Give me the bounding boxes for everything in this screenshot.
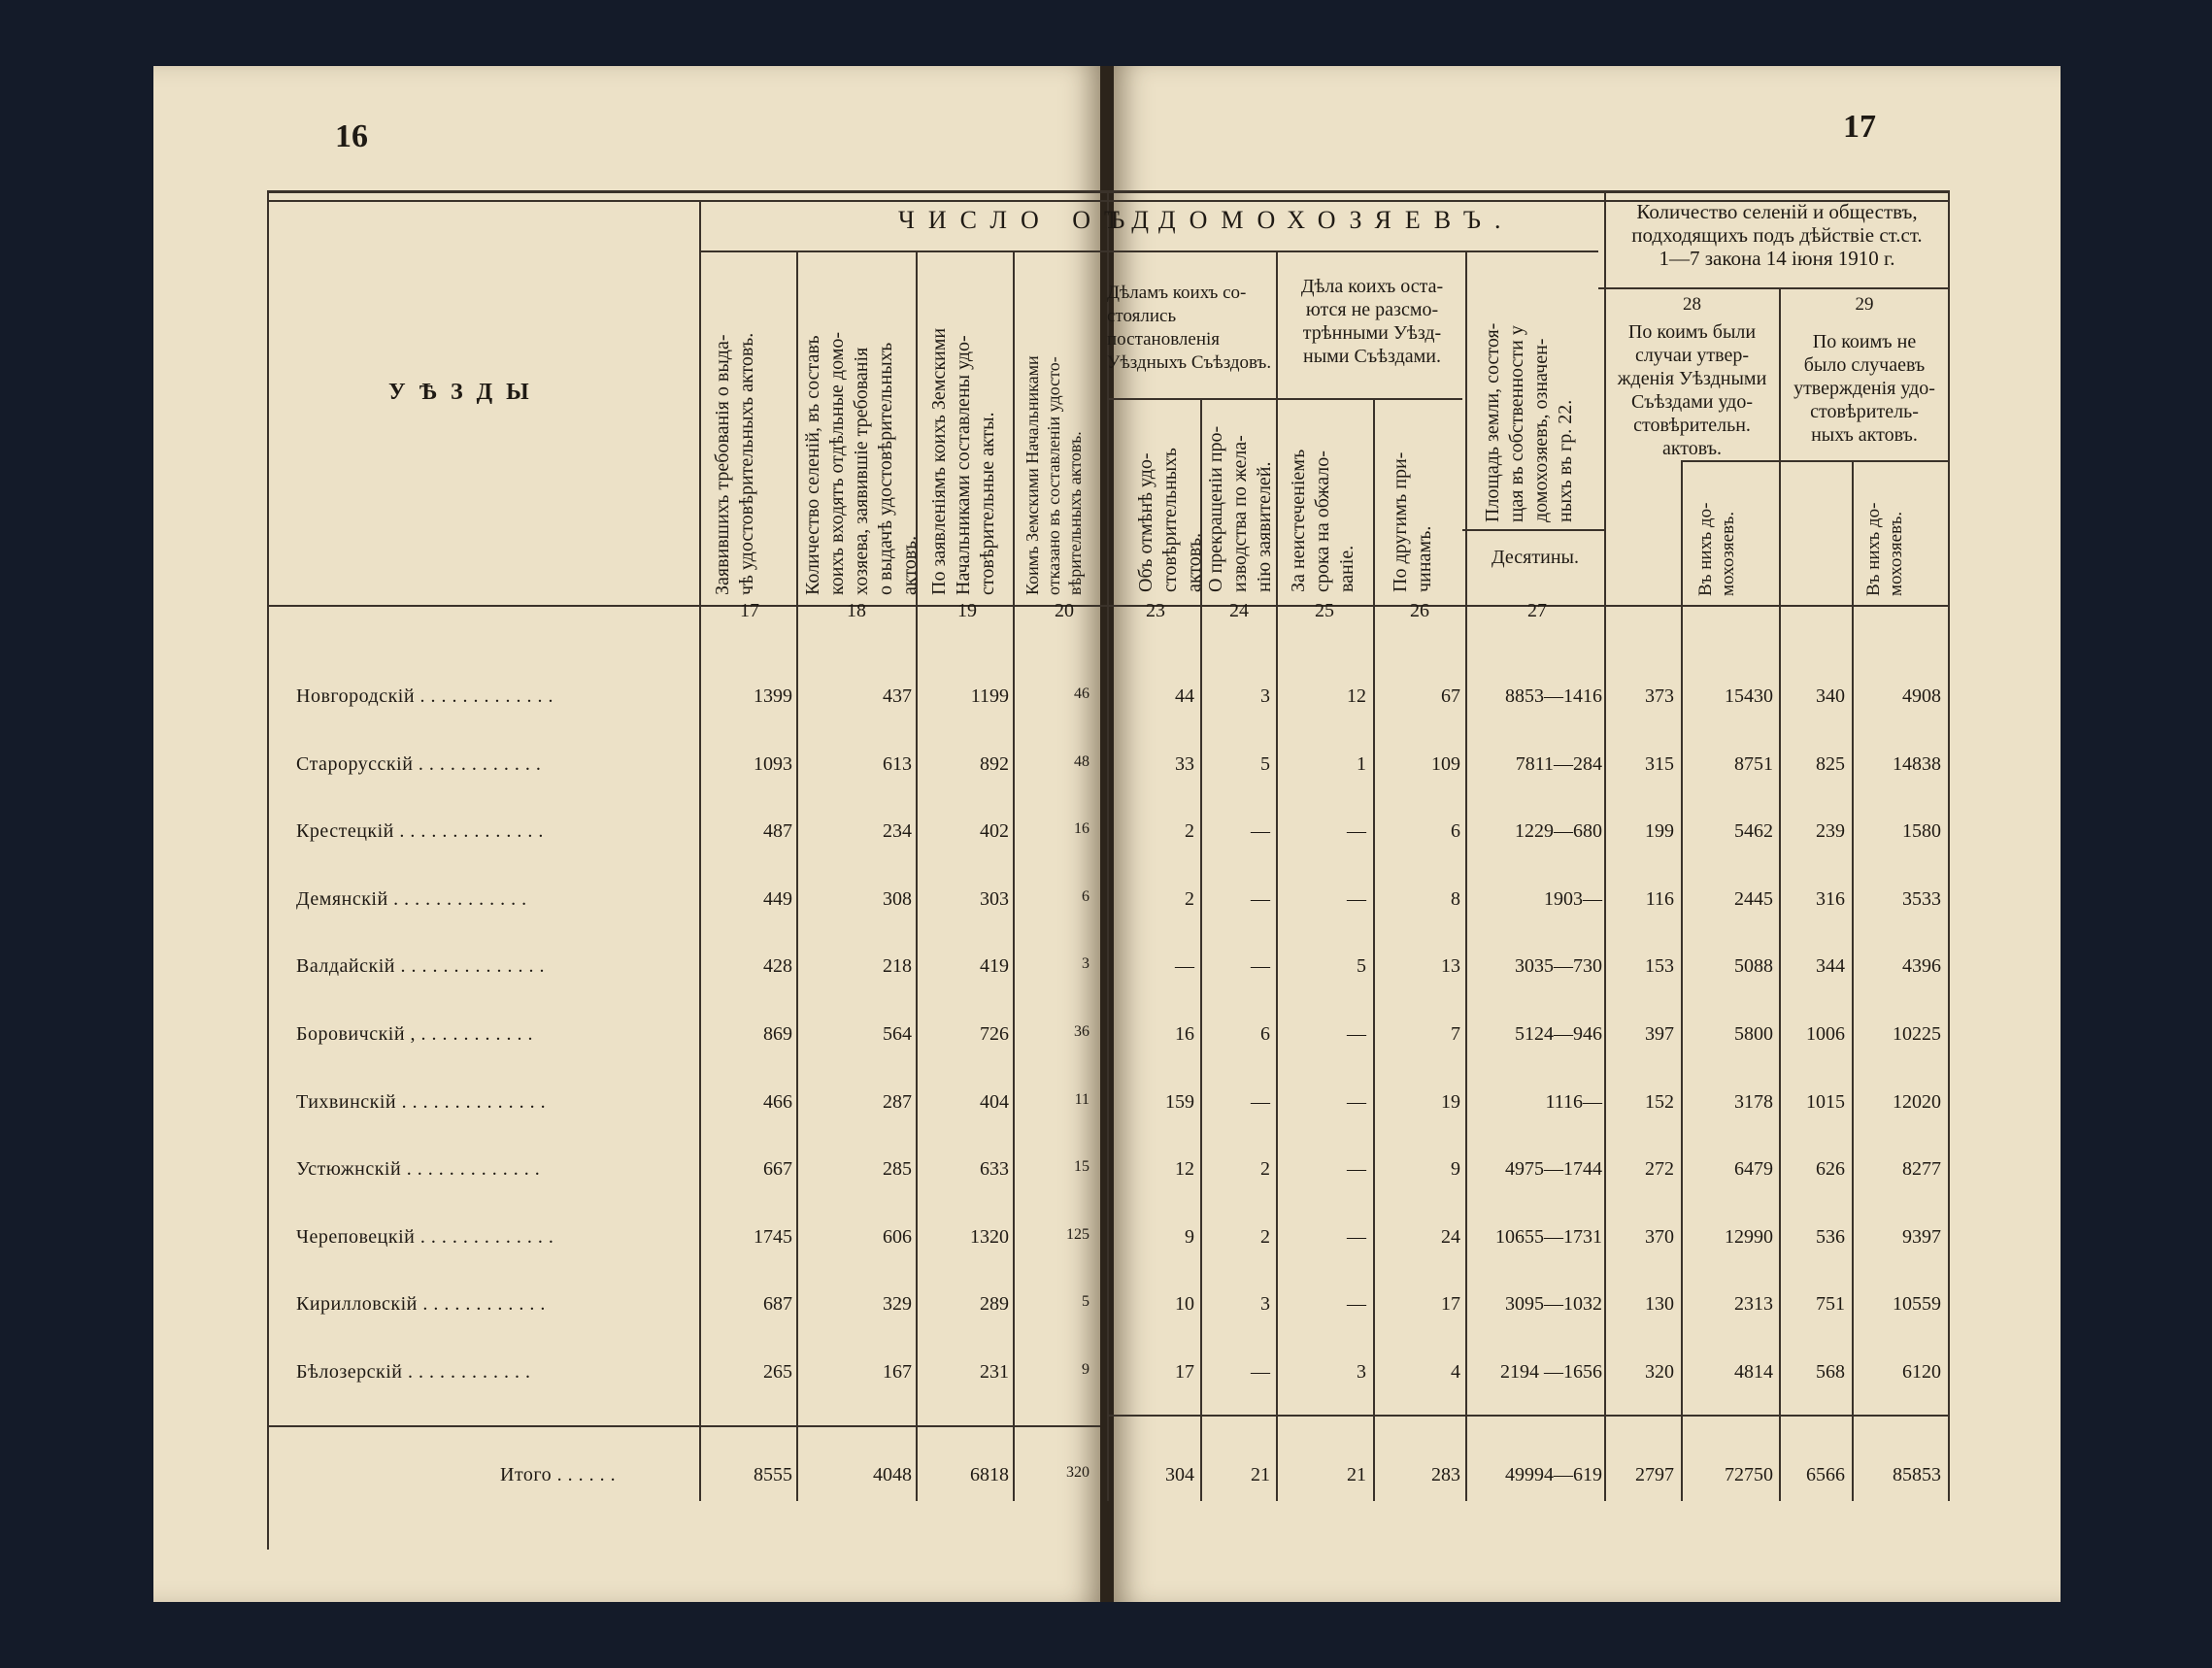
cell-c23: 304 [1165, 1464, 1194, 1485]
cell-c23: 12 [1175, 1158, 1194, 1180]
total-rule-left [267, 1425, 1100, 1427]
cell-c18: 285 [883, 1158, 912, 1180]
cell-c25: — [1347, 820, 1366, 842]
cell-c20: 5 [1082, 1293, 1089, 1310]
cell-c17: 869 [763, 1023, 792, 1045]
page-number-left: 16 [335, 118, 368, 154]
cell-c25: 1 [1357, 753, 1366, 775]
cell-c20: 46 [1074, 685, 1089, 702]
cell-c28a: 315 [1645, 753, 1674, 775]
cell-c20: 9 [1082, 1361, 1089, 1378]
cell-c26: 7 [1451, 1023, 1460, 1045]
cell-c19: 1199 [970, 685, 1009, 707]
cell-c29a: 239 [1816, 820, 1845, 842]
cell-c28b: 2313 [1734, 1293, 1773, 1315]
cell-c19: 6818 [970, 1464, 1009, 1485]
cell-c20: 3 [1082, 955, 1089, 972]
cell-c17: 1399 [754, 685, 792, 707]
cell-c17: 1745 [754, 1226, 792, 1248]
cell-c24: — [1251, 1091, 1270, 1113]
cell-c17: 8555 [754, 1464, 792, 1485]
cell-c24: 21 [1251, 1464, 1270, 1485]
colnum-19: 19 [957, 600, 977, 621]
col19-header: По заявленіямъ коихъ Земскими Начальниками составлены удо- стовѣрительные акты. [928, 327, 998, 595]
total-rule-right [1107, 1415, 1950, 1417]
total-label: Итого . . . . . . [500, 1464, 617, 1485]
cell-c29b: 6120 [1902, 1361, 1941, 1383]
group-23-24-header: Дѣламъ коихъ со- стоялись постановленія Уѣздныхъ Съѣздовъ. [1107, 283, 1272, 373]
cell-c19: 726 [980, 1023, 1009, 1045]
cell-c26: 4 [1451, 1361, 1460, 1383]
cell-c25: 21 [1347, 1464, 1366, 1485]
group-title-rule [699, 250, 1598, 252]
cell-c24: — [1251, 955, 1270, 977]
cell-c29a: 1015 [1806, 1091, 1845, 1113]
cell-c17: 1093 [754, 753, 792, 775]
cell-c17: 449 [763, 888, 792, 910]
cell-c18: 437 [883, 685, 912, 707]
cell-c28a: 373 [1645, 685, 1674, 707]
uezd-name: Валдайскій . . . . . . . . . . . . . . [296, 955, 545, 977]
col29b-header: Въ нихъ до- мохозяевъ. [1863, 502, 1906, 596]
cell-c29b: 1580 [1902, 820, 1941, 842]
uezd-name: Тихвинскій . . . . . . . . . . . . . . [296, 1091, 547, 1113]
cell-c18: 234 [883, 820, 912, 842]
colnum-27: 27 [1527, 600, 1547, 621]
cell-c28b: 6479 [1734, 1158, 1773, 1180]
cell-c29a: 568 [1816, 1361, 1845, 1383]
cell-c25: — [1347, 1158, 1366, 1180]
col28-number: 28 [1683, 294, 1701, 315]
colnum-17: 17 [740, 600, 759, 621]
cell-c28a: 116 [1645, 888, 1674, 910]
cell-c18: 218 [883, 955, 912, 977]
cell-c29b: 8277 [1902, 1158, 1941, 1180]
cell-c18: 308 [883, 888, 912, 910]
cell-c28b: 15430 [1725, 685, 1773, 707]
cell-c27: 10655—1731 [1495, 1226, 1602, 1248]
col26-header: По другимъ при- чинамъ. [1390, 451, 1435, 592]
cell-c27: 1116— [1545, 1091, 1602, 1113]
cell-c27: 8853—1416 [1505, 685, 1602, 707]
col28-header: По коимъ были случаи утвер- жденія Уѣздными Съѣздами удо- стовѣрительн. актовъ. [1617, 321, 1767, 459]
col20-header: Коимъ Земскими Начальниками отказано въ составленіи удосто- вѣрительныхъ актовъ. [1022, 355, 1085, 595]
cell-c24: 2 [1260, 1158, 1270, 1180]
cell-c18: 167 [883, 1361, 912, 1383]
uezd-name: Кирилловскій . . . . . . . . . . . . [296, 1293, 546, 1315]
cell-c19: 404 [980, 1091, 1009, 1113]
cell-c28a: 272 [1645, 1158, 1674, 1180]
uezd-name: Череповецкій . . . . . . . . . . . . . [296, 1226, 554, 1248]
cell-c17: 428 [763, 955, 792, 977]
cell-c28a: 370 [1645, 1226, 1674, 1248]
col-divider-26 [1465, 250, 1467, 1501]
cell-c23: 33 [1175, 753, 1194, 775]
unit-rule [1462, 529, 1604, 531]
cell-c28a: 130 [1645, 1293, 1674, 1315]
cell-c29b: 14838 [1893, 753, 1941, 775]
uezd-name: Новгородскій . . . . . . . . . . . . . [296, 685, 554, 707]
cell-c20: 320 [1066, 1464, 1089, 1481]
cell-c28a: 397 [1645, 1023, 1674, 1045]
cell-c26: 9 [1451, 1158, 1460, 1180]
cell-c28b: 5800 [1734, 1023, 1773, 1045]
cell-c24: 6 [1260, 1023, 1270, 1045]
cell-c19: 419 [980, 955, 1009, 977]
cell-c18: 329 [883, 1293, 912, 1315]
cell-c28b: 12990 [1725, 1226, 1773, 1248]
uezd-name: Бѣлозерскій . . . . . . . . . . . . [296, 1361, 531, 1383]
group-title-right: Ъ ДОМОХОЗЯЕВЪ. [1107, 206, 1515, 234]
cell-c19: 303 [980, 888, 1009, 910]
cell-c20: 6 [1082, 888, 1089, 905]
colnum-18: 18 [847, 600, 866, 621]
cell-c28a: 2797 [1635, 1464, 1674, 1485]
cell-c23: 44 [1175, 685, 1194, 707]
right-group-title: Количество селеній и обществъ, подходящихъ подъ дѣйствіе ст.ст. 1—7 закона 14 іюня 1910 г. [1631, 200, 1923, 270]
page-number-right: 17 [1843, 109, 1876, 145]
cell-c29a: 1006 [1806, 1023, 1845, 1045]
cell-c27: 49994—619 [1505, 1464, 1602, 1485]
colnum-20: 20 [1055, 600, 1074, 621]
cell-c27: 4975—1744 [1505, 1158, 1602, 1180]
cell-c29b: 3533 [1902, 888, 1941, 910]
cell-c26: 24 [1441, 1226, 1460, 1248]
cell-c24: 3 [1260, 1293, 1270, 1315]
cell-c28a: 320 [1645, 1361, 1674, 1383]
uezd-name: Крестецкій . . . . . . . . . . . . . . [296, 820, 544, 842]
cell-c27: 1903— [1544, 888, 1602, 910]
cell-c25: — [1347, 888, 1366, 910]
cell-c28b: 4814 [1734, 1361, 1773, 1383]
cell-c17: 466 [763, 1091, 792, 1113]
cell-c23: 9 [1185, 1226, 1194, 1248]
cell-c25: 12 [1347, 685, 1366, 707]
cell-c26: 67 [1441, 685, 1460, 707]
cell-c20: 48 [1074, 753, 1089, 770]
colnum-23: 23 [1146, 600, 1165, 621]
cell-c25: 5 [1357, 955, 1366, 977]
cell-c25: — [1347, 1226, 1366, 1248]
subcol-rule [1681, 460, 1948, 462]
cell-c23: 2 [1185, 888, 1194, 910]
cell-c29a: 825 [1816, 753, 1845, 775]
table-left-border [267, 190, 269, 1550]
col-divider-28a [1681, 460, 1683, 1501]
uezd-name: Боровичскій , . . . . . . . . . . . [296, 1023, 534, 1045]
colnum-26: 26 [1410, 600, 1429, 621]
table-right-border [1948, 190, 1950, 1501]
col29-number: 29 [1855, 294, 1874, 315]
col29-header: По коимъ не было случаевъ утвержденія удо- стовѣритель- ныхъ актовъ. [1793, 331, 1935, 446]
uezd-name: Старорусскій . . . . . . . . . . . . [296, 753, 542, 775]
cell-c18: 606 [883, 1226, 912, 1248]
cell-c25: 3 [1357, 1361, 1366, 1383]
col27-header: Площадь земли, состоя- щая въ собственности у домохозяевъ, означен- ныхъ въ гр. 22. [1482, 322, 1576, 522]
col-divider-25 [1373, 398, 1375, 1501]
uezdy-header: У Ѣ З Д Ы [388, 380, 533, 405]
cell-c29b: 10225 [1893, 1023, 1941, 1045]
cell-c28b: 3178 [1734, 1091, 1773, 1113]
cell-c24: — [1251, 1361, 1270, 1383]
cell-c26: 109 [1431, 753, 1460, 775]
cell-c29a: 6566 [1806, 1464, 1845, 1485]
col24-header: О прекращеніи про- изводства по жела- нію заявителей. [1205, 425, 1275, 592]
cell-c25: — [1347, 1293, 1366, 1315]
cell-c26: 17 [1441, 1293, 1460, 1315]
cell-c18: 287 [883, 1091, 912, 1113]
cell-c23: 2 [1185, 820, 1194, 842]
cell-c26: 19 [1441, 1091, 1460, 1113]
cell-c25: — [1347, 1091, 1366, 1113]
cell-c28b: 72750 [1725, 1464, 1773, 1485]
cell-c24: 5 [1260, 753, 1270, 775]
col28b-header: Въ нихъ до- мохозяевъ. [1695, 502, 1738, 596]
cell-c18: 4048 [873, 1464, 912, 1485]
cell-c20: 11 [1074, 1091, 1089, 1108]
cell-c19: 231 [980, 1361, 1009, 1383]
cell-c27: 2194 —1656 [1500, 1361, 1602, 1383]
cell-c26: 8 [1451, 888, 1460, 910]
col25-header: За неистеченіемъ срока на обжало- ваніе. [1288, 449, 1357, 592]
cell-c25: — [1347, 1023, 1366, 1045]
cell-c27: 1229—680 [1515, 820, 1602, 842]
cell-c23: 16 [1175, 1023, 1194, 1045]
col18-header: Количество селеній, въ составъ коихъ входятъ отдѣльные домо- хозяева, заявившіе требованія о выдачѣ удостовѣрительныхъ актовъ. [802, 331, 921, 595]
cell-c29a: 751 [1816, 1293, 1845, 1315]
cell-c26: 283 [1431, 1464, 1460, 1485]
cell-c19: 892 [980, 753, 1009, 775]
cell-c29a: 340 [1816, 685, 1845, 707]
cell-c24: — [1251, 888, 1270, 910]
uezd-name: Устюжнскій . . . . . . . . . . . . . [296, 1158, 541, 1180]
cell-c28b: 5088 [1734, 955, 1773, 977]
cell-c28a: 152 [1645, 1091, 1674, 1113]
cell-c28a: 199 [1645, 820, 1674, 842]
cell-c29b: 85853 [1893, 1464, 1941, 1485]
cell-c29a: 626 [1816, 1158, 1845, 1180]
cell-c29a: 344 [1816, 955, 1845, 977]
cell-c26: 6 [1451, 820, 1460, 842]
cell-c27: 7811—284 [1515, 753, 1602, 775]
cell-c28b: 8751 [1734, 753, 1773, 775]
colnum-24: 24 [1229, 600, 1249, 621]
cell-c27: 5124—946 [1515, 1023, 1602, 1045]
cell-c23: — [1175, 955, 1194, 977]
cell-c18: 564 [883, 1023, 912, 1045]
cell-c24: — [1251, 820, 1270, 842]
cell-c23: 17 [1175, 1361, 1194, 1383]
colnum-25: 25 [1315, 600, 1334, 621]
cell-c29b: 4396 [1902, 955, 1941, 977]
cell-c29b: 4908 [1902, 685, 1941, 707]
right-group-rule [1598, 287, 1950, 289]
col23-header: Объ отмѣнѣ удо- стовѣрительныхъ актовъ. [1135, 448, 1205, 592]
cell-c18: 613 [883, 753, 912, 775]
cell-c28a: 153 [1645, 955, 1674, 977]
cell-c28b: 2445 [1734, 888, 1773, 910]
cell-c20: 16 [1074, 820, 1089, 837]
cell-c19: 1320 [970, 1226, 1009, 1248]
cell-c29a: 316 [1816, 888, 1845, 910]
cell-c17: 687 [763, 1293, 792, 1315]
cell-c27: 3095—1032 [1505, 1293, 1602, 1315]
cell-c23: 159 [1165, 1091, 1194, 1113]
cell-c20: 36 [1074, 1023, 1089, 1040]
cell-c20: 15 [1074, 1158, 1089, 1175]
cell-c19: 402 [980, 820, 1009, 842]
cell-c27: 3035—730 [1515, 955, 1602, 977]
cell-c24: 2 [1260, 1226, 1270, 1248]
cell-c20: 125 [1066, 1226, 1089, 1243]
col17-header: Заявившихъ требованія о выда- чѣ удостовѣрительныхъ актовъ. [712, 332, 757, 595]
cell-c24: 3 [1260, 685, 1270, 707]
col-divider-29a [1852, 460, 1854, 1501]
subgroup-rule [1107, 398, 1462, 400]
uezd-name: Демянскій . . . . . . . . . . . . . [296, 888, 527, 910]
cell-c29b: 10559 [1893, 1293, 1941, 1315]
cell-c17: 667 [763, 1158, 792, 1180]
cell-c29a: 536 [1816, 1226, 1845, 1248]
cell-c19: 633 [980, 1158, 1009, 1180]
cell-c17: 487 [763, 820, 792, 842]
cell-c17: 265 [763, 1361, 792, 1383]
cell-c23: 10 [1175, 1293, 1194, 1315]
group-title-left: ЧИСЛО ОТД [898, 206, 1163, 234]
col-divider-20 [1013, 250, 1015, 1501]
group-25-26-header: Дѣла коихъ оста- ются не разсмо- трѣнными Уѣзд- ными Съѣздами. [1300, 276, 1444, 367]
cell-c28b: 5462 [1734, 820, 1773, 842]
cell-c26: 13 [1441, 955, 1460, 977]
cell-c29b: 9397 [1902, 1226, 1941, 1248]
cell-c19: 289 [980, 1293, 1009, 1315]
col27-unit: Десятины. [1491, 547, 1579, 568]
cell-c29b: 12020 [1893, 1091, 1941, 1113]
